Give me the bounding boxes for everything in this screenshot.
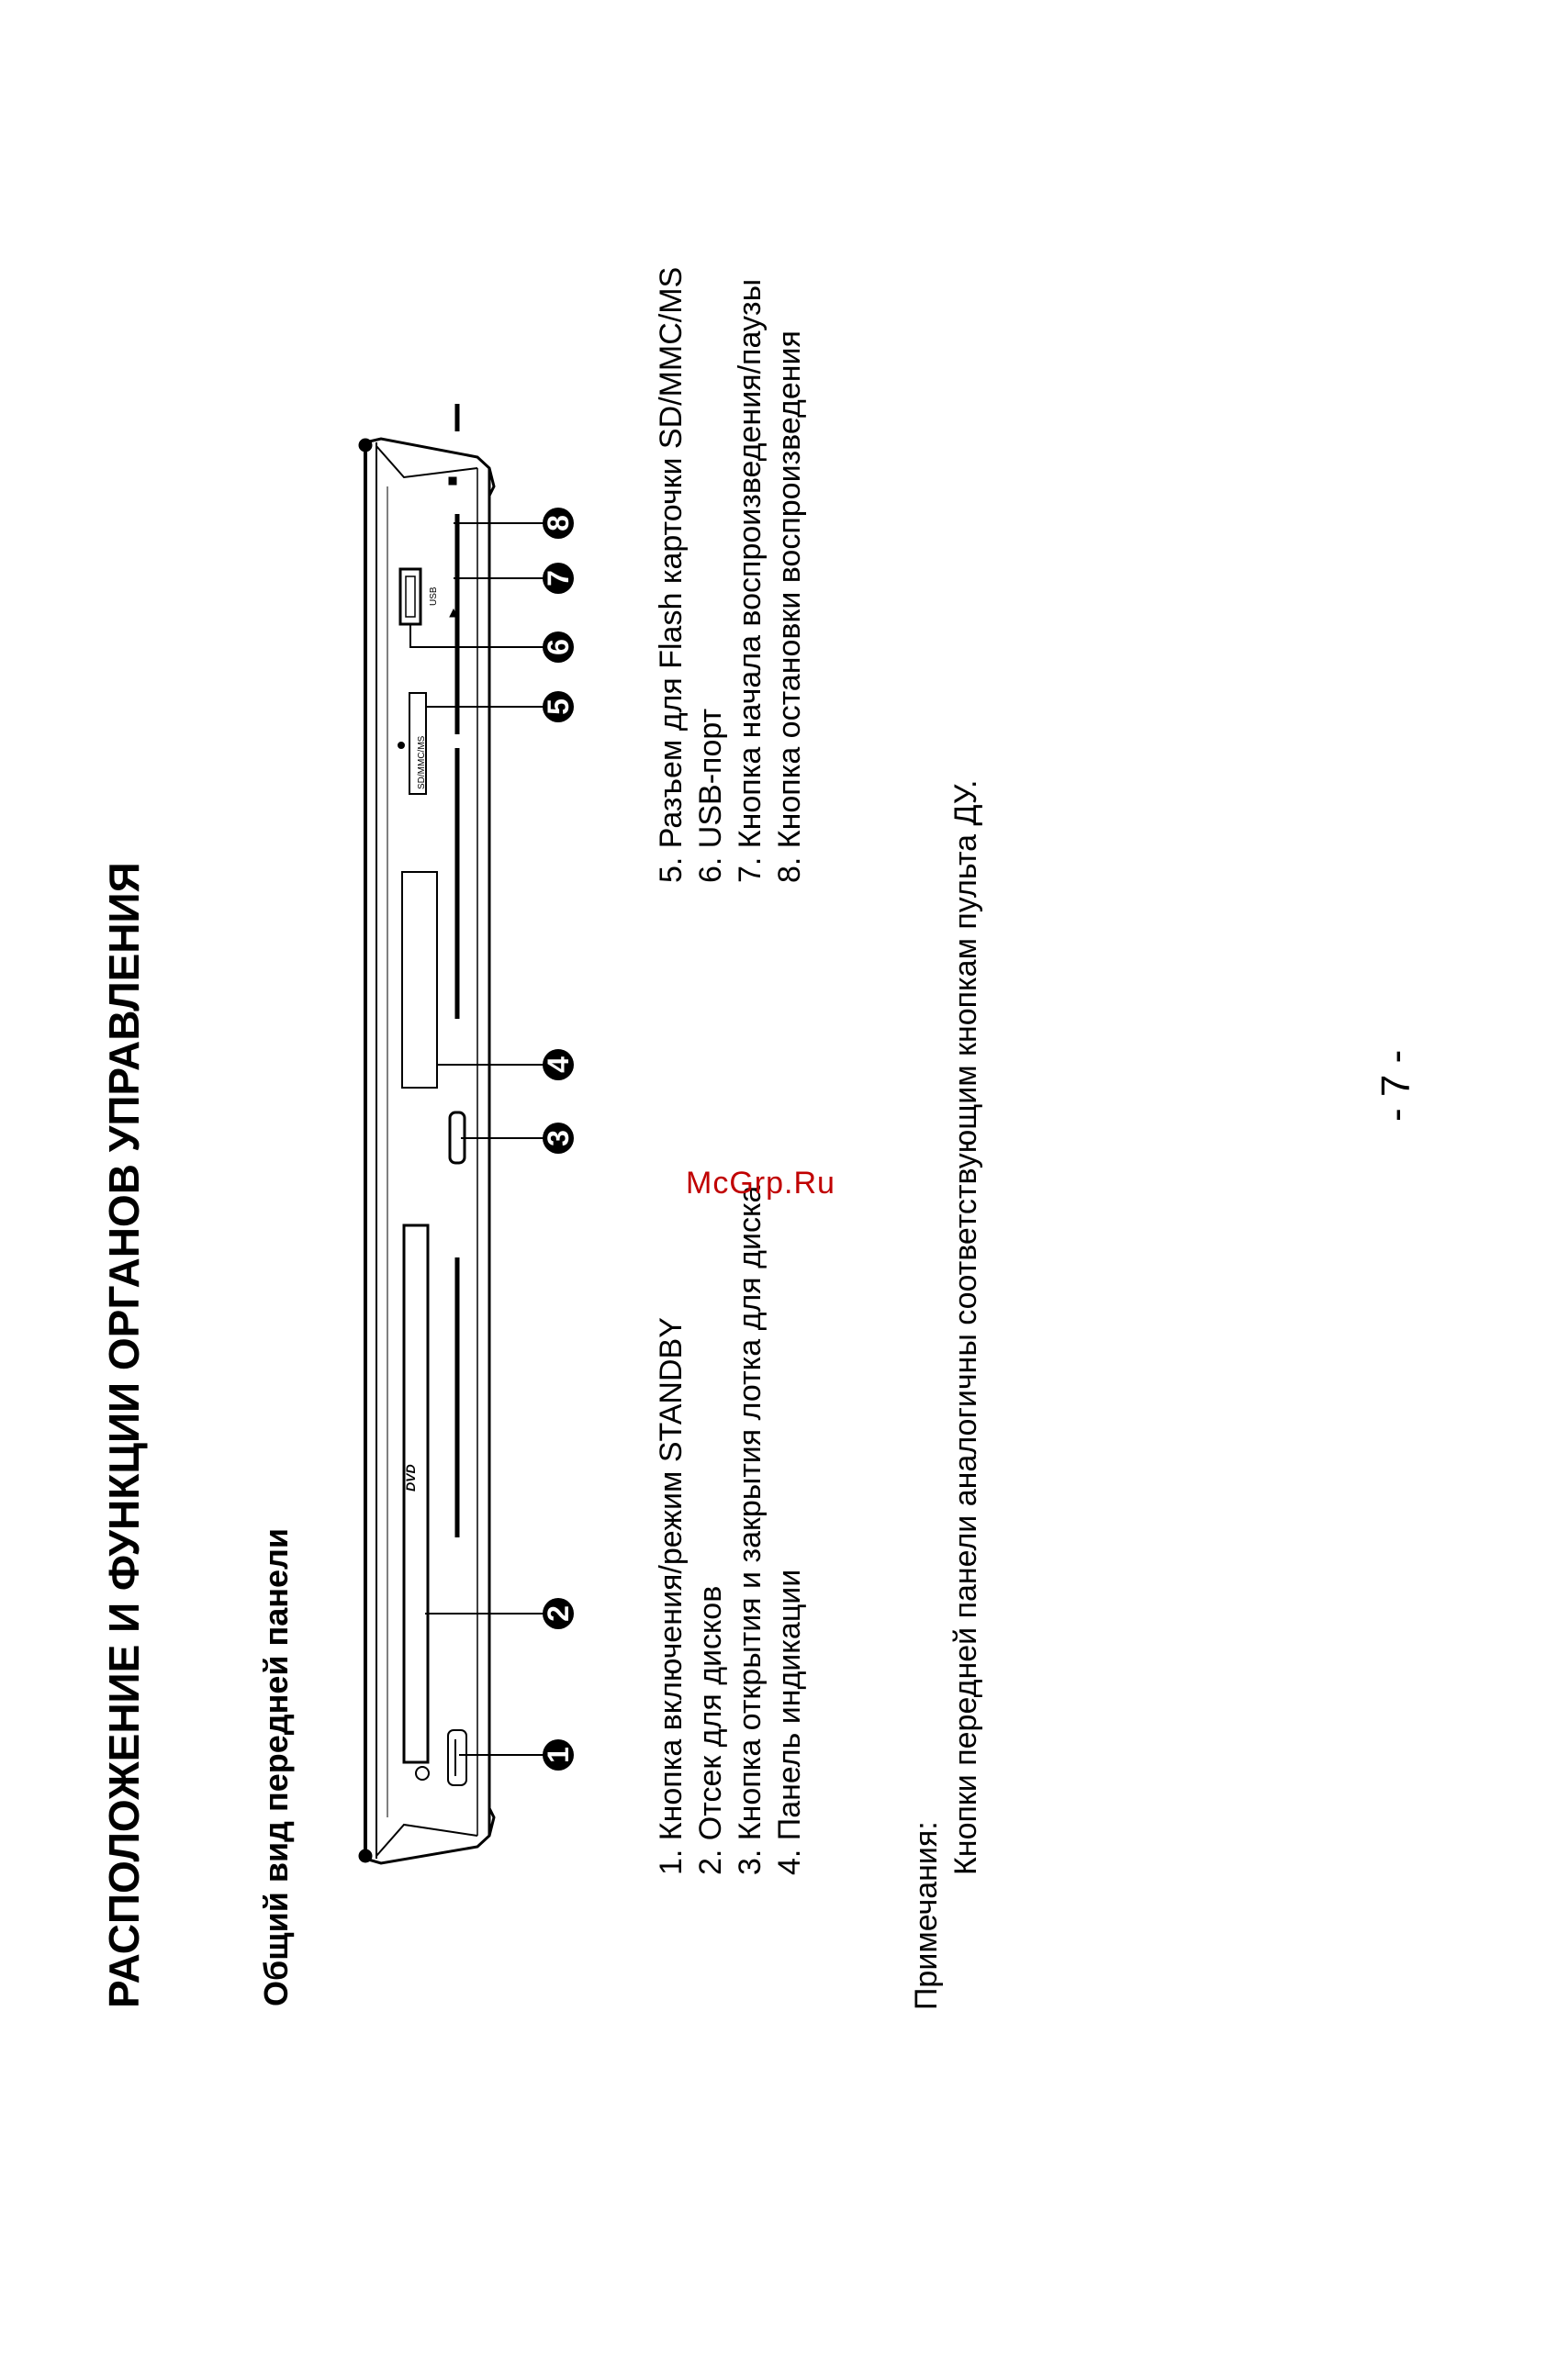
- dvd-logo: DVD: [403, 1464, 418, 1492]
- svg-text:7: 7: [542, 570, 575, 587]
- svg-text:4: 4: [542, 1056, 575, 1073]
- list-item: 2. Отсек для дисков: [693, 1585, 728, 1875]
- disc-tray: [404, 1225, 428, 1762]
- list-item: 5. Разъем для Flash карточки SD/MMC/MS: [654, 266, 689, 883]
- callout-2: [542, 1598, 575, 1629]
- power-button: [416, 1730, 466, 1785]
- page-number: - 7 -: [1373, 1049, 1418, 1122]
- svg-text:1: 1: [542, 1747, 575, 1763]
- svg-text:3: 3: [542, 1130, 575, 1146]
- notes-text: Кнопки передней панели аналогичны соответствующим кнопкам пульта ДУ.: [948, 779, 983, 1875]
- svg-text:8: 8: [542, 515, 575, 531]
- leader-lines: [410, 523, 558, 1755]
- display-panel: [402, 872, 437, 1088]
- list-item: 4. Панель индикации: [772, 1569, 807, 1875]
- card-slot-label: SD/MMC/MS: [417, 735, 427, 789]
- svg-text:6: 6: [542, 639, 575, 655]
- callout-7: [542, 563, 575, 594]
- watermark: McGrp.Ru: [686, 1166, 835, 1201]
- svg-text:2: 2: [542, 1605, 575, 1622]
- page-title: РАСПОЛОЖЕНИЕ И ФУНКЦИИ ОРГАНОВ УПРАВЛЕНИЯ: [100, 862, 148, 2008]
- list-item: 3. Кнопка открытия и закрытия лотка для диска: [733, 1185, 768, 1875]
- usb-port: [400, 569, 420, 624]
- section-subtitle: Общий вид передней панели: [257, 1527, 295, 2006]
- usb-label: USB: [429, 587, 439, 606]
- callout-3: [542, 1123, 575, 1154]
- list-item: 6. USB-порт: [693, 708, 728, 883]
- callout-8: [542, 508, 575, 539]
- callout-4: [542, 1049, 575, 1080]
- callout-1: [542, 1739, 575, 1771]
- list-item: 8. Кнопка остановки воспроизведения: [772, 330, 807, 883]
- callouts: [542, 508, 575, 1771]
- notes-heading: Примечания:: [909, 1821, 944, 2010]
- callout-6: [542, 631, 575, 663]
- callout-5: [542, 691, 575, 722]
- list-item: 1. Кнопка включения/режим STANDBY: [654, 1317, 689, 1875]
- svg-text:5: 5: [542, 698, 575, 715]
- list-item: 7. Кнопка начала воспроизведения/паузы: [733, 278, 768, 883]
